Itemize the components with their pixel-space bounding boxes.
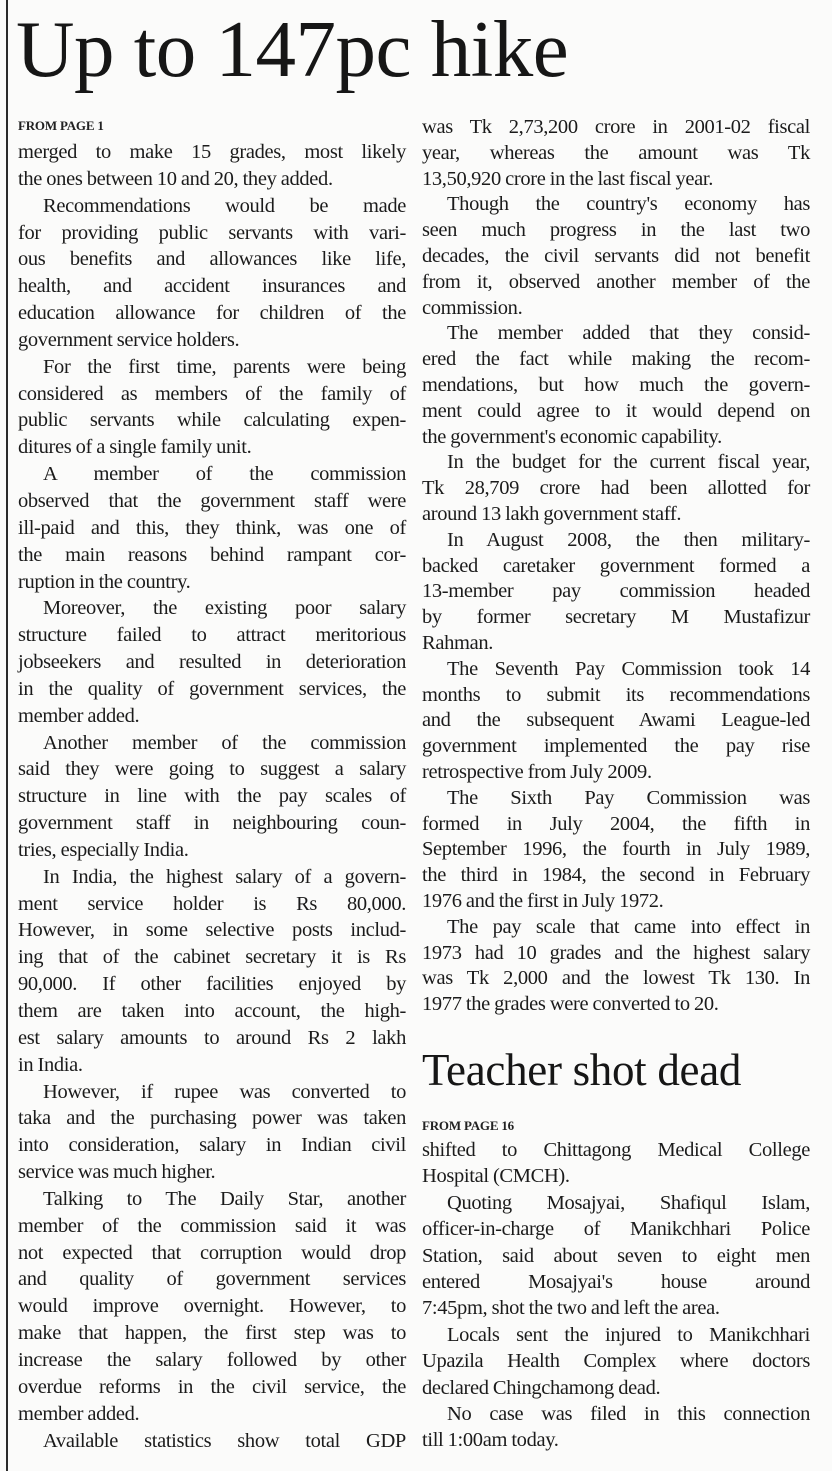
text-line: mendations, but how much the govern- [422,373,810,396]
paragraph [422,192,810,321]
text-line: seen much progress in the last two [422,219,810,242]
text-line: Another member of the commission [43,731,406,754]
text-line: The Seventh Pay Commission took 14 [447,657,810,680]
text-line: In August 2008, the then military- [447,528,810,551]
text-line: education allowance for children of the [18,302,406,325]
paragraph [422,1401,810,1454]
text-line: into consideration, salary in Indian civil [18,1134,406,1157]
paragraph [18,864,406,1079]
text-line: ing that of the cabinet secretary it is Rs [18,946,406,969]
paragraph [18,1079,406,1186]
article2-column [422,1137,810,1454]
paragraph [18,139,406,193]
text-line: till 1:00am today. [422,1429,559,1452]
text-line: In India, the highest salary of a govern- [43,865,406,888]
text-line: ment service holder is Rs 80,000. [18,892,406,915]
text-line: backed caretaker government formed a [422,554,810,577]
text-line: and quality of government services [18,1268,406,1291]
text-line: No case was filed in this connection [447,1402,810,1425]
paragraph [422,321,810,450]
paragraph [18,461,406,595]
text-line: retrospective from July 2009. [422,760,652,783]
jump-line-2: FROM PAGE 16 [422,1118,514,1133]
text-line: the third in 1984, the second in February [422,864,810,887]
text-line: declared Chingchamong dead. [422,1376,661,1399]
text-line: overdue reforms in the civil service, the [18,1375,406,1398]
paragraph [422,1137,810,1190]
text-line: 13,50,920 crore in the last fiscal year. [422,167,713,190]
text-line: In the budget for the current fiscal year, [447,451,810,474]
text-line: would improve overnight. However, to [18,1295,406,1318]
article-column-right [422,115,810,1018]
text-line: Hospital (CMCH). [422,1165,570,1188]
headline: Up to 147pc hike [16,4,569,94]
text-line: months to submit its recommendations [422,683,810,706]
text-line: ruption in the country. [18,570,191,593]
text-line: make that happen, the first step was to [18,1322,406,1345]
text-line: structure in line with the pay scales of [18,785,406,808]
text-line: 1976 and the first in July 1972. [422,889,664,912]
text-line: However, if rupee was converted to [43,1080,406,1103]
text-line: 7:45pm, shot the two and left the area. [422,1297,720,1320]
paragraph [422,528,810,657]
text-line: and the subsequent Awami League-led [422,709,810,732]
paragraph [422,115,810,192]
paragraph [18,730,406,864]
paragraph [422,1190,810,1322]
paragraph [422,450,810,527]
text-line: tries, especially India. [18,838,189,861]
text-line: entered Mosajyai's house around [422,1270,810,1293]
text-line: ill-paid and this, they think, was one of [18,516,406,539]
text-line: jobseekers and resulted in deterioration [18,651,406,674]
text-line: September 1996, the fourth in July 1989, [422,838,810,861]
text-line: in India. [18,1053,83,1076]
secondary-headline: Teacher shot dead [422,1045,742,1095]
text-line: observed that the government staff were [18,489,406,512]
text-line: the ones between 10 and 20, they added. [18,167,333,190]
text-line: taka and the purchasing power was taken [18,1107,406,1130]
paragraph [18,595,406,729]
text-line: For the first time, parents were being [43,355,406,378]
article-column-left [18,139,406,1454]
text-line: ditures of a single family unit. [18,436,252,459]
paragraph [18,1186,406,1428]
text-line: A member of the commission [43,463,406,486]
paragraph [18,193,406,354]
text-line: The Sixth Pay Commission was [447,786,810,809]
paragraph [422,1322,810,1401]
text-line: Moreover, the existing poor salary [43,597,406,620]
text-line: said they were going to suggest a salary [18,758,406,781]
text-line: Recommendations would be made [43,194,406,217]
text-line: member added. [18,1402,140,1425]
text-line: merged to make 15 grades, most likely [18,141,406,163]
text-line: was Tk 2,000 and the lowest Tk 130. In [422,967,810,990]
paragraph [18,354,406,461]
text-line: increase the salary followed by other [18,1348,406,1371]
text-line: member of the commission said it was [18,1214,406,1237]
text-line: structure failed to attract meritorious [18,624,406,647]
text-line: service was much higher. [18,1161,216,1184]
text-line: Station, said about seven to eight men [422,1244,810,1267]
text-line: 90,000. If other facilities enjoyed by [18,973,406,996]
text-line: Tk 28,709 crore had been allotted for [422,477,810,500]
paragraph [422,915,810,1018]
text-line: 1973 had 10 grades and the highest salary [422,941,810,964]
text-line: by former secretary M Mustafizur [422,606,810,629]
text-line: commission. [422,296,523,319]
jump-line: FROM PAGE 1 [18,118,104,133]
text-line: public servants while calculating expen- [18,409,406,432]
text-line: ered the fact while making the recom- [422,348,810,371]
text-line: Available statistics show total GDP [43,1429,406,1452]
text-line: from it, observed another member of the [422,270,810,293]
text-line: around 13 lakh government staff. [422,502,682,525]
text-line: for providing public servants with vari- [18,221,406,244]
text-line: formed in July 2004, the fifth in [422,812,810,835]
text-line: considered as members of the family of [18,382,406,405]
text-line: member added. [18,704,140,727]
text-line: ous benefits and allowances like life, [18,248,406,271]
paragraph [422,786,810,915]
text-line: shifted to Chittagong Medical College [422,1139,810,1161]
column-rule [6,0,8,1471]
text-line: not expected that corruption would drop [18,1241,406,1264]
paragraph [18,1428,406,1455]
text-line: decades, the civil servants did not benefit [422,244,810,267]
text-line: 13-member pay commission headed [422,580,810,603]
text-line: Talking to The Daily Star, another [43,1187,406,1210]
text-line: The pay scale that came into effect in [447,915,810,938]
text-line: 1977 the grades were converted to 20. [422,993,719,1016]
text-line: them are taken into account, the high- [18,1000,406,1022]
text-line: Upazila Health Complex where doctors [422,1350,810,1373]
text-line: the main reasons behind rampant cor- [18,543,406,566]
text-line: government staff in neighbouring coun- [18,812,406,835]
text-line: However, in some selective posts includ- [18,919,406,942]
text-line: ment could agree to it would depend on [422,399,810,422]
paragraph [422,657,810,786]
text-line: The member added that they consid- [447,322,810,345]
text-line: year, whereas the amount was Tk [422,141,810,164]
text-line: Locals sent the injured to Manikchhari [447,1323,810,1346]
text-line: officer-in-charge of Manikchhari Police [422,1218,810,1241]
text-line: the government's economic capability. [422,425,722,448]
text-line: Though the country's economy has [447,193,810,216]
text-line: government implemented the pay rise [422,735,810,758]
text-line: was Tk 2,73,200 crore in 2001-02 fiscal [422,116,810,138]
text-line: est salary amounts to around Rs 2 lakh [18,1026,406,1049]
text-line: government service holders. [18,328,240,351]
text-line: Quoting Mosajyai, Shafiqul Islam, [447,1191,810,1214]
text-line: health, and accident insurances and [18,275,406,298]
text-line: in the quality of government services, the [18,677,406,700]
text-line: Rahman. [422,631,493,654]
